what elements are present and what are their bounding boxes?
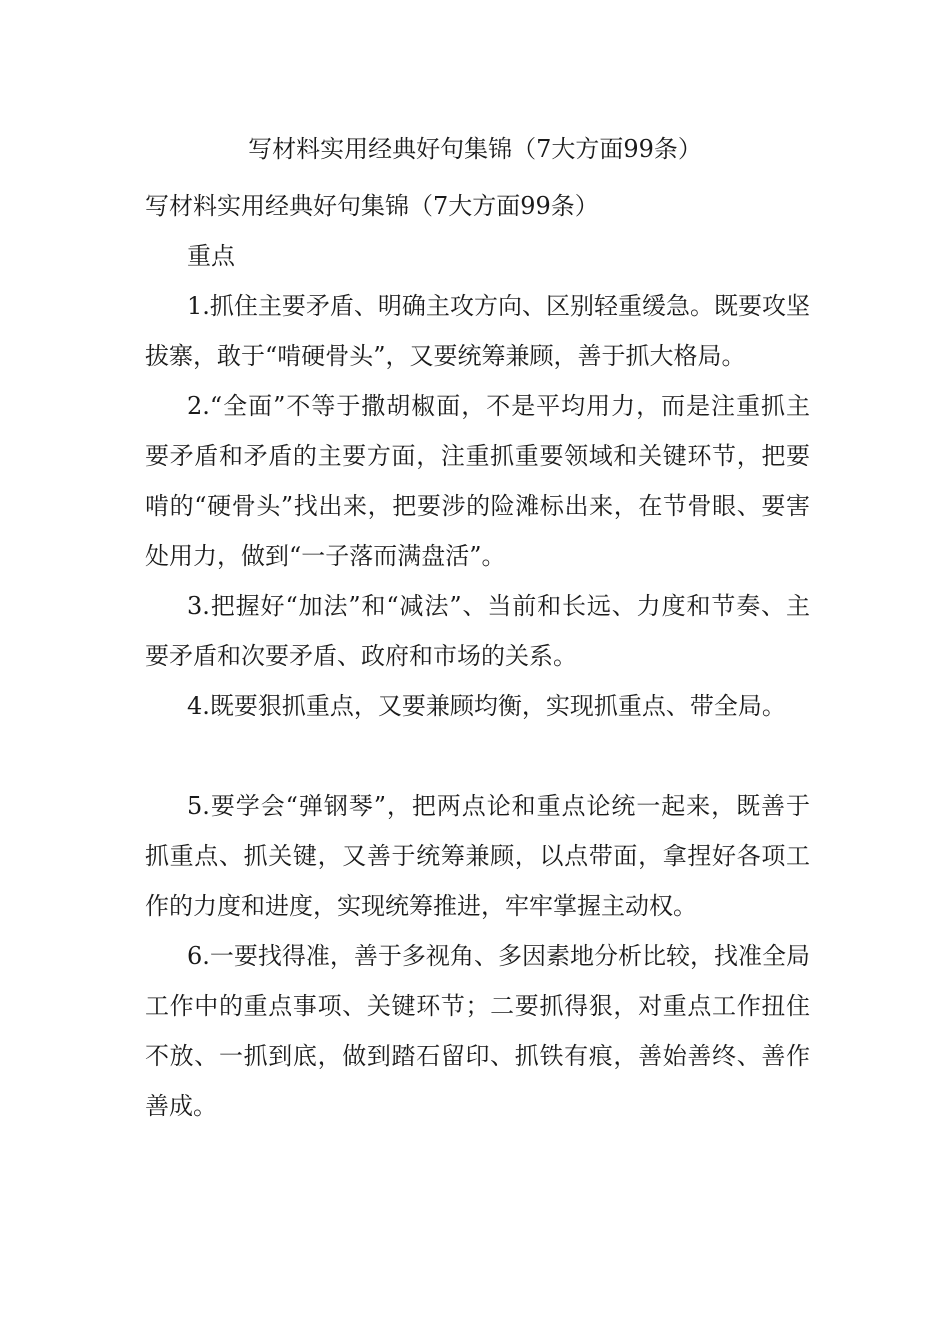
section-heading: 重点 xyxy=(187,242,235,270)
paragraph: 3.把握好“加法”和“减法”、当前和长远、力度和节奏、主要矛盾和次要矛盾、政府和市场的关系。 xyxy=(145,592,810,670)
document-subtitle: 写材料实用经典好句集锦（7大方面99条） xyxy=(145,192,599,220)
paragraph-spacer xyxy=(145,731,810,781)
paragraph: 5.要学会“弹钢琴”，把两点论和重点论统一起来，既善于抓重点、抓关键，又善于统筹兼顾，以点带面，拿捏好各项工作的力度和进度，实现统筹推进，牢牢掌握主动权。 xyxy=(145,792,810,920)
document-title: 写材料实用经典好句集锦（7大方面99条） xyxy=(248,135,702,163)
paragraph: 2.“全面”不等于撒胡椒面，不是平均用力，而是注重抓主要矛盾和矛盾的主要方面，注重抓重要领域和关键环节，把要啃的“硬骨头”找出来，把要涉的险滩标出来，在节骨眼、要害处用力，做到“一子落而满盘活”。 xyxy=(145,392,810,570)
paragraph: 1.抓住主要矛盾、明确主攻方向、区别轻重缓急。既要攻坚拔寨，敢于“啃硬骨头”，又要统筹兼顾，善于抓大格局。 xyxy=(145,292,810,370)
document-body xyxy=(145,181,810,1131)
paragraph: 4.既要狠抓重点，又要兼顾均衡，实现抓重点、带全局。 xyxy=(187,692,786,720)
paragraph: 6.一要找得准，善于多视角、多因素地分析比较，找准全局工作中的重点事项、关键环节；二要抓得狠，对重点工作扭住不放、一抓到底，做到踏石留印、抓铁有痕，善始善终、善作善成。 xyxy=(145,942,810,1120)
